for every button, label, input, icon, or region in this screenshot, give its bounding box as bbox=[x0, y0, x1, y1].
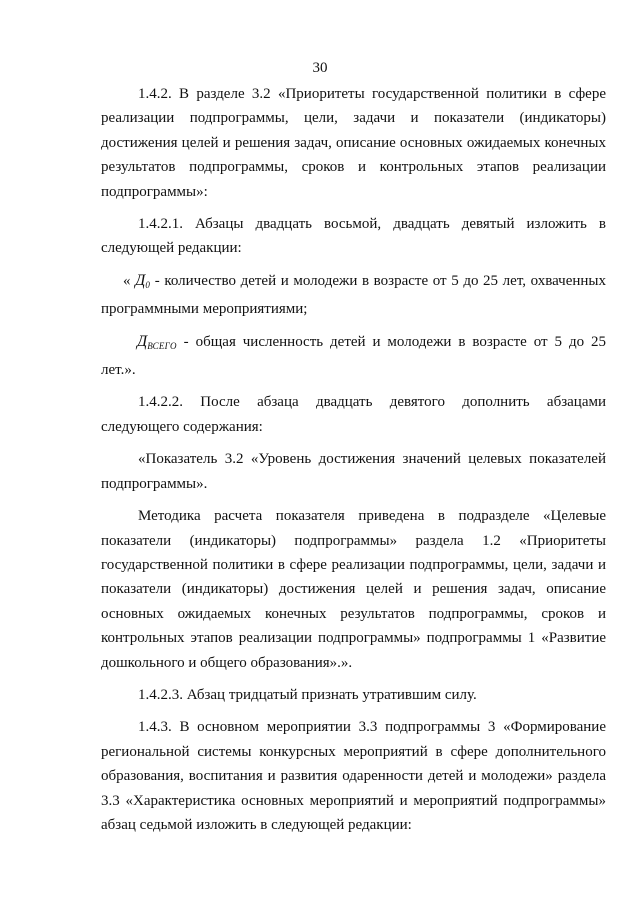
document-body bbox=[101, 82, 606, 837]
formula-subscript-0: 0 bbox=[145, 279, 151, 290]
formula-d0-definition: - количество детей и молодежи в возрасте от 5 до 25 лет, охваченных программными мероприятиями; bbox=[101, 272, 607, 318]
page-number: 30 bbox=[312, 60, 328, 76]
paragraph-1-4-2-1: 1.4.2.1. Абзацы двадцать восьмой, двадцать девятый изложить в следующей редакции: bbox=[101, 216, 606, 257]
paragraph-formula-d0 bbox=[101, 269, 606, 322]
formula-subscript-total: ВСЕГО bbox=[147, 340, 177, 351]
paragraph-1-4-2-2: 1.4.2.2. После абзаца двадцать девятого дополнить абзацами следующего содержания: bbox=[101, 394, 606, 435]
paragraph-formula-dtotal bbox=[101, 330, 606, 383]
formula-symbol-d: Д bbox=[135, 271, 146, 289]
paragraph-indicator-3-2: «Показатель 3.2 «Уровень достижения значений целевых показателей подпрограммы». bbox=[101, 451, 606, 492]
formula-dtotal-definition: - общая численность детей и молодежи в возрасте от 5 до 25 лет.». bbox=[101, 333, 606, 379]
open-quote: « bbox=[123, 272, 131, 289]
paragraph-1-4-2-3: 1.4.2.3. Абзац тридцатый признать утратившим силу. bbox=[138, 686, 477, 703]
paragraph-1-4-3: 1.4.3. В основном мероприятии 3.3 подпрограммы 3 «Формирование региональной системы конкурсных мероприятий в сфере дополнительного образования, воспитания и развития одаренности детей и молодежи» раздела 3.3 «Характеристика основных мероприятий и мероприятий подпрограммы» абзац седьмой изложить в следующей редакции: bbox=[101, 719, 606, 833]
paragraph-methodology: Методика расчета показателя приведена в подразделе «Целевые показатели (индикаторы) подпрограммы» раздела 1.2 «Приоритеты государственной политики в сфере реализации подпрограммы, цели, задачи и показатели (индикаторы) достижения целей и решения задач, описание основных ожидаемых конечных результатов подпрограммы, сроков и контрольных этапов реализации подпрограммы» подпрограммы 1 «Развитие дошкольного и общего образования».». bbox=[101, 508, 606, 671]
paragraph-1-4-2: 1.4.2. В разделе 3.2 «Приоритеты государственной политики в сфере реализации подпрограммы, цели, задачи и показатели (индикаторы) достижения целей и решения задач, описание основных ожидаемых конечных результатов подпрограммы, сроков и контрольных этапов реализации подпрограммы»: bbox=[101, 86, 606, 200]
formula-symbol-d-total: Д bbox=[137, 332, 148, 350]
